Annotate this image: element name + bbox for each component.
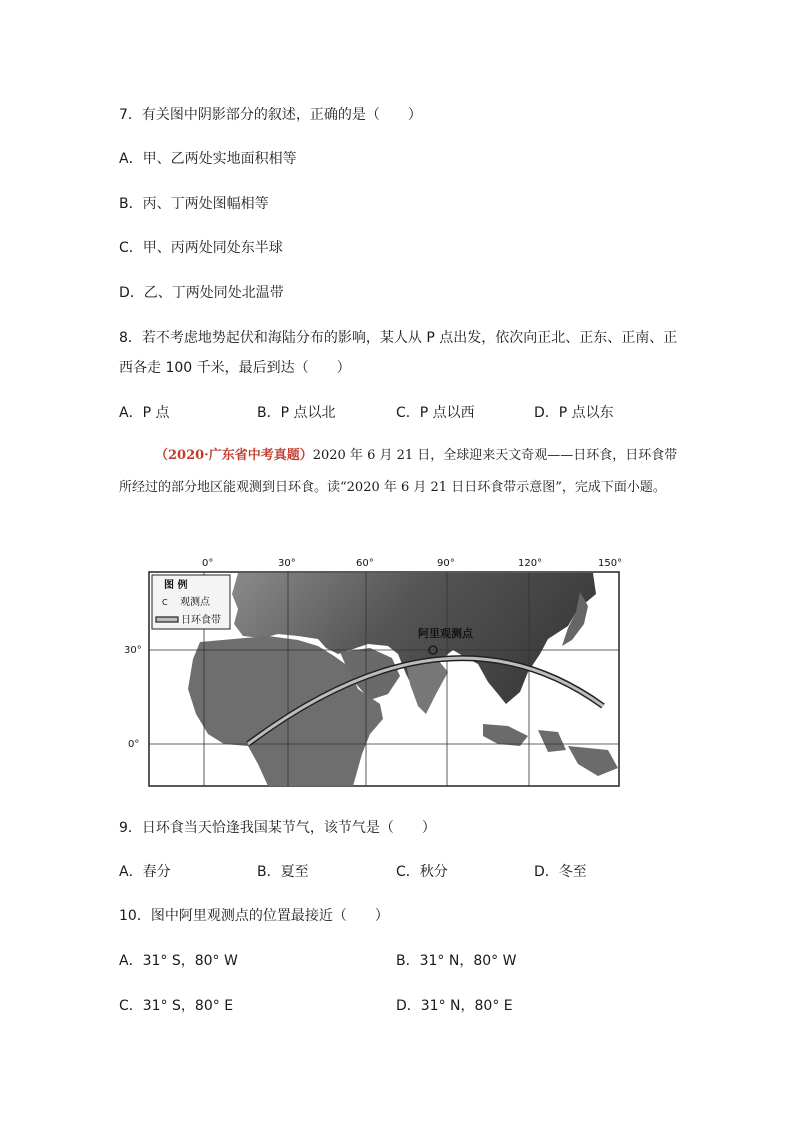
q10-option-b: B．31° N，80° W [396, 953, 517, 969]
annular-eclipse-map [124, 554, 628, 790]
intro-paragraph [119, 440, 679, 504]
q9-option-d: D．冬至 [534, 864, 587, 880]
q7-option-d: D．乙、丁两处同处北温带 [119, 285, 284, 301]
lat-label-30: 30° [124, 645, 142, 656]
ali-label: 阿里观测点 [418, 627, 473, 640]
q8-option-a: A．P 点 [119, 405, 170, 421]
q8-stem-line1: 8．若不考虑地势起伏和海陆分布的影响，某人从 P 点出发，依次向正北、正东、正南、正 [119, 330, 678, 346]
q10-option-d: D．31° N，80° E [396, 998, 513, 1014]
intro-text: 2020 年 6 月 21 日，全球迎来天文奇观——日环食，日环食带所经过的部分地区能观测到日环食。读“2020 年 6 月 21 日日环食带示意图”，完成下面小题。 [119, 448, 678, 495]
lon-label-30: 30° [278, 558, 296, 569]
q9-option-c: C．秋分 [396, 864, 448, 880]
lon-label-120: 120° [518, 558, 543, 569]
lon-label-0: 0° [202, 558, 214, 569]
map-svg [148, 554, 628, 790]
q7-option-b: B．丙、丁两处图幅相等 [119, 196, 269, 212]
legend-band-label: 日环食带 [181, 615, 221, 626]
legend-band-swatch [156, 617, 178, 622]
q10-option-a: A．31° S，80° W [119, 953, 238, 969]
legend-point-symbol: C [162, 598, 168, 607]
q9-option-a: A．春分 [119, 864, 171, 880]
lon-label-60: 60° [356, 558, 374, 569]
intro-source: （2020·广东省中考真题） [155, 448, 313, 463]
q9-stem: 9．日环食当天恰逢我国某节气，该节气是（ ） [119, 820, 436, 836]
q9-option-b: B．夏至 [257, 864, 309, 880]
lon-label-150: 150° [598, 558, 623, 569]
q7-option-c: C．甲、丙两处同处东半球 [119, 240, 283, 256]
q7-stem: 7．有关图中阴影部分的叙述，正确的是（ ） [119, 107, 422, 123]
q8-option-b: B．P 点以北 [257, 405, 336, 421]
legend-point-label: 观测点 [180, 597, 210, 608]
q8-stem-line2: 西各走 100 千米，最后到达（ ） [119, 360, 351, 376]
q7-option-a: A．甲、乙两处实地面积相等 [119, 151, 297, 167]
q8-option-c: C．P 点以西 [396, 405, 475, 421]
q10-option-c: C．31° S，80° E [119, 998, 234, 1014]
lon-label-90: 90° [437, 558, 455, 569]
q10-stem: 10．图中阿里观测点的位置最接近（ ） [119, 908, 389, 924]
legend-title: 图 例 [164, 580, 188, 591]
lat-label-0: 0° [128, 739, 140, 750]
q8-option-d: D．P 点以东 [534, 405, 614, 421]
